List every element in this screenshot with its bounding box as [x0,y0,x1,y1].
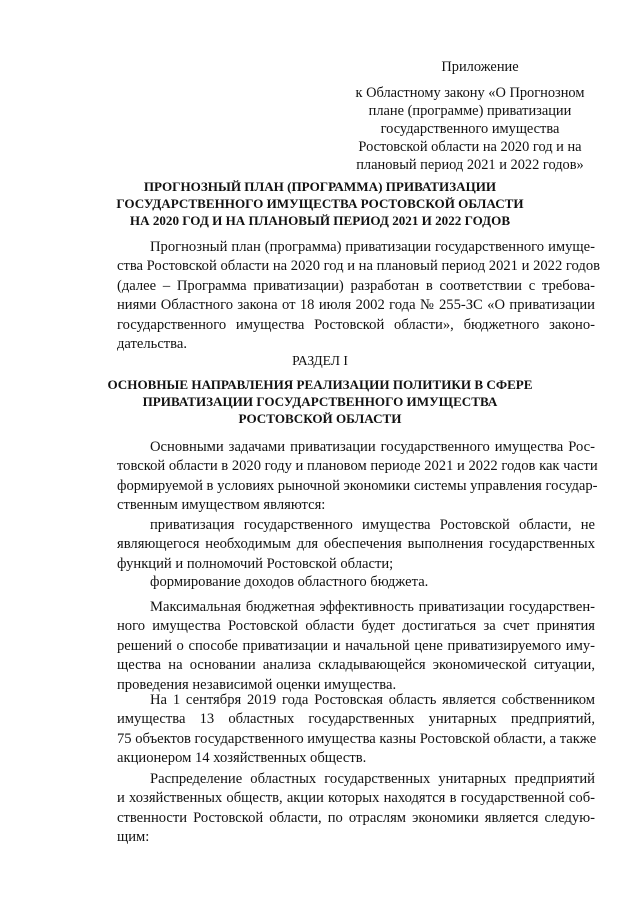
main-title-line: ГОСУДАРСТВЕННОГО ИМУЩЕСТВА РОСТОВСКОЙ ОБЛАСТИ [116,196,524,211]
body-paragraph [117,438,598,516]
appendix-line: к Областному закону «О Прогнозном [355,85,585,101]
section-label-text: РАЗДЕЛ I [292,353,348,368]
paragraph-line: акционером 14 хозяйственных обществ. [117,750,367,767]
section-title-line: ПРИВАТИЗАЦИИ ГОСУДАРСТВЕННОГО ИМУЩЕСТВА [142,394,498,409]
paragraph-line: дательства. [117,336,187,353]
appendix-line: плановый период 2021 и 2022 годов» [356,157,584,173]
paragraph-line: Прогнозный план (программа) приватизации государственного имуще- [150,239,595,255]
main-title-line: ПРОГНОЗНЫЙ ПЛАН (ПРОГРАММА) ПРИВАТИЗАЦИИ [143,179,497,194]
appendix-line: государственного имущества [380,121,560,137]
paragraph-line: ства Ростовской области на 2020 год и на плановый период 2021 и 2022 годов [117,258,601,275]
paragraph-line: Максимальная бюджетная эффективность приватизации государствен- [150,599,595,615]
body-paragraph [117,516,595,574]
paragraph-line: На 1 сентября 2019 года Ростовская область является собственником [150,692,595,708]
paragraph-line: Основными задачами приватизации государственного имущества Рос- [150,439,595,455]
paragraph-line: и хозяйственных обществ, акции которых находятся в государственной соб- [117,790,595,807]
paragraph-line: формируемой в условиях рыночной экономики системы управления государ- [117,477,598,494]
main-title [80,178,560,229]
paragraph-line: формирование доходов областного бюджета. [150,574,429,590]
paragraph-line: приватизация государственного имущества Ростовской области, не [150,517,595,533]
paragraph-line: являющегося необходимым для обеспечения выполнения государственных [117,536,595,553]
paragraph-line: ственным имуществом являются: [117,497,326,514]
paragraph-line: товской области в 2020 году и плановом периоде 2021 и 2022 годов как части [117,458,598,475]
paragraph-line: (далее – Программа приватизации) разработан в соответствии с требова- [117,277,595,294]
paragraph-line: Распределение областных государственных унитарных предприятий [150,771,595,787]
paragraph-line: государственного имущества Ростовской области», бюджетного законо- [117,316,595,333]
paragraph-line: ниями Областного закона от 18 июля 2002 года № 255-ЗС «О приватизации [117,297,595,314]
main-title-line: НА 2020 ГОД И НА ПЛАНОВЫЙ ПЕРИОД 2021 И 2022 ГОДОВ [129,213,511,228]
intro-paragraph [117,238,601,354]
paragraph-line: решений о способе приватизации и начальной цене приватизируемого иму- [117,637,595,654]
paragraph-line: проведения независимой оценки имущества. [117,676,397,693]
paragraph-line: 75 объектов государственного имущества казны Ростовской области, а также [117,730,597,747]
section-label [80,352,560,369]
body-paragraph [117,691,595,769]
appendix-title-text: Приложение [441,59,519,75]
paragraph-line: ного имущества Ростовской области будет достигаться за счет принятия [117,618,595,635]
paragraph-line: ственности Ростовской области, по отраслям экономики является следую- [117,809,595,826]
paragraph-line: функций и полномочий Ростовской области; [117,555,394,572]
body-paragraph [117,770,595,848]
paragraph-line: имущества 13 областных государственных унитарных предприятий, [117,711,595,728]
appendix-reference [340,84,600,174]
body-paragraph [117,598,595,695]
appendix-line: плане (программе) приватизации [368,103,572,119]
section-title [80,376,560,427]
appendix-line: Ростовской области на 2020 год и на [358,139,582,155]
section-title-line: ОСНОВНЫЕ НАПРАВЛЕНИЯ РЕАЛИЗАЦИИ ПОЛИТИКИ В СФЕРЕ [107,377,533,392]
paragraph-line: щим: [117,829,150,846]
body-paragraph [117,573,595,592]
section-title-line: РОСТОВСКОЙ ОБЛАСТИ [238,411,402,426]
appendix-title [400,58,560,76]
paragraph-line: щества на основании анализа складывающейся экономической ситуации, [117,657,595,674]
